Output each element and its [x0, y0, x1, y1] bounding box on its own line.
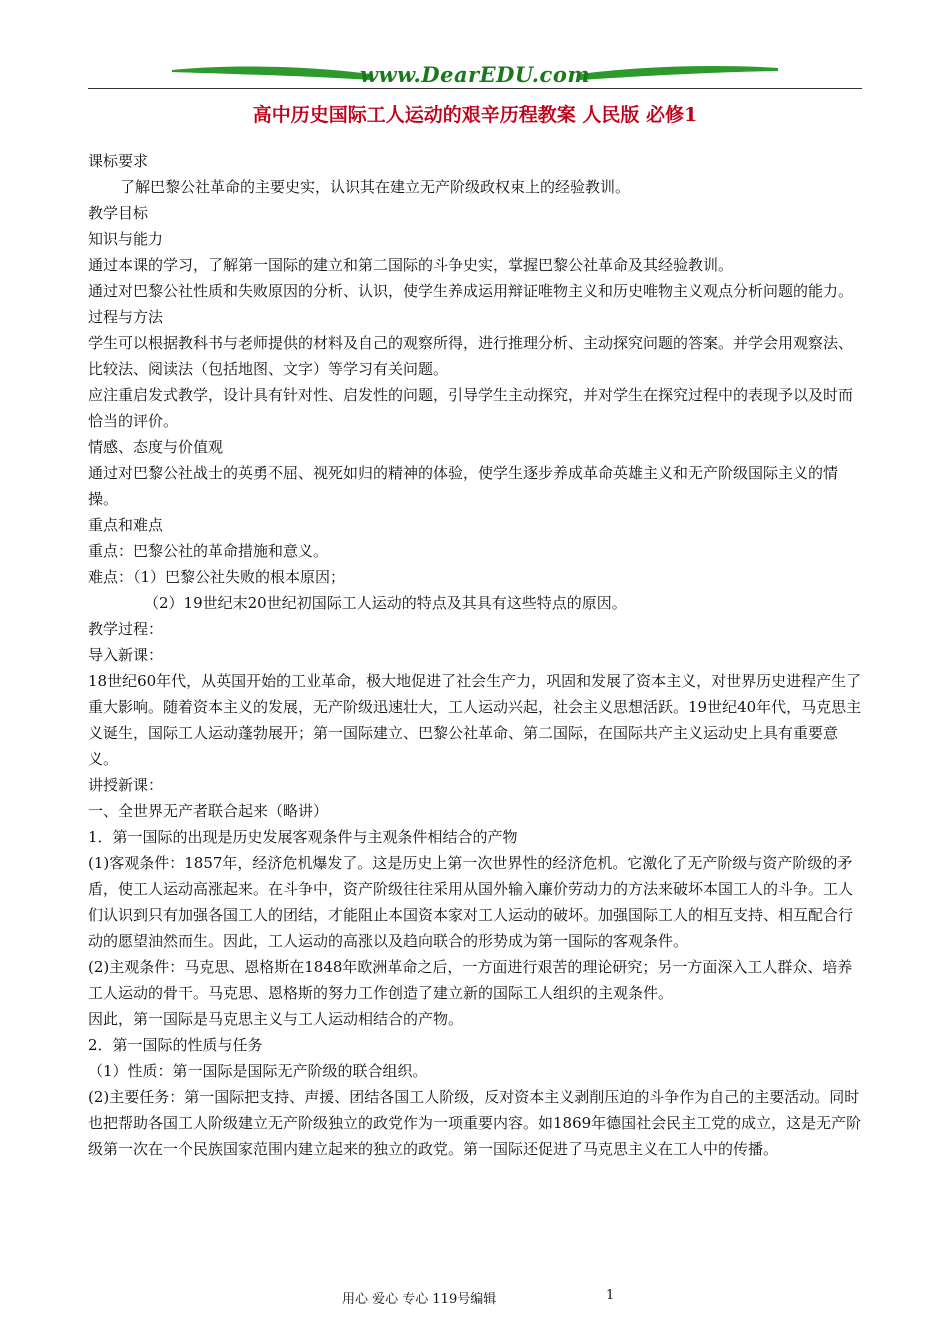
paragraph: （1）性质：第一国际是国际无产阶级的联合组织。 [88, 1062, 428, 1080]
subsection-heading: 知识与能力 [88, 230, 164, 248]
section-heading: 教学目标 [88, 204, 149, 222]
document-title: 高中历史国际工人运动的艰辛历程教案 人民版 必修1 [252, 104, 698, 126]
subsection-heading: 情感、态度与价值观 [88, 438, 224, 456]
paragraph: 1．第一国际的出现是历史发展客观条件与主观条件相结合的产物 [88, 828, 518, 846]
paragraph: 了解巴黎公社革命的主要史实，认识其在建立无产阶级政权束上的经验教训。 [120, 178, 631, 196]
banner-logo-text: www.DearEDU.com [359, 62, 591, 87]
subsection-heading: 过程与方法 [88, 308, 164, 326]
paragraph: 通过本课的学习，了解第一国际的建立和第二国际的斗争史实，掌握巴黎公社革命及其经验教训。 [88, 256, 734, 274]
paragraph: （2）19世纪末20世纪初国际工人运动的特点及其具有这些特点的原因。 [144, 594, 627, 612]
paragraph: (2)主要任务：第一国际把支持、声援、团结各国工人阶级，反对资本主义剥削压迫的斗争作为自己的主要活动。同时也把帮助各国工人阶级建立无产阶级独立的政党作为一项重要内容。如1869年德国社会民主工党的成立，这是无产阶级第一次在一个民族国家范围内建立起来的独立的政党。第一国际还促进了马克思主义在工人中的传播。 [88, 1088, 862, 1158]
paragraph: (1)客观条件：1857年，经济危机爆发了。这是历史上第一次世界性的经济危机。它激化了无产阶级与资产阶级的矛盾，使工人运动高涨起来。在斗争中，资产阶级往往采用从国外输入廉价劳动力的方法来破坏本国工人的斗争。工人们认识到只有加强各国工人的团结，才能阻止本国资本家对工人运动的破坏。加强国际工人的相互支持、相互配合行动的愿望油然而生。因此，工人运动的高涨以及趋向联合的形势成为第一国际的客观条件。 [88, 854, 854, 950]
paragraph: 通过对巴黎公社战士的英勇不屈、视死如归的精神的体验，使学生逐步养成革命英雄主义和无产阶级国际主义的情操。 [88, 464, 839, 508]
paragraph: 难点：（1）巴黎公社失败的根本原因； [88, 568, 346, 586]
paragraph: 学生可以根据教科书与老师提供的材料及自己的观察所得，进行推理分析、主动探究问题的答案。并学会用观察法、比较法、阅读法（包括地图、文字）等学习有关问题。 [88, 334, 854, 378]
paragraph: 重点：巴黎公社的革命措施和意义。 [88, 542, 329, 560]
paragraph: (2)主观条件：马克思、恩格斯在1848年欧洲革命之后，一方面进行艰苦的理论研究；另一方面深入工人群众、培养工人运动的骨干。马克思、恩格斯的努力工作创造了建立新的国际工人组织的主观条件。 [88, 958, 853, 1002]
section-heading: 重点和难点 [88, 516, 164, 534]
paragraph: 因此，第一国际是马克思主义与工人运动相结合的产物。 [88, 1010, 464, 1028]
header-divider [88, 88, 862, 89]
site-banner [170, 58, 780, 98]
page-number: 1 [606, 1288, 615, 1303]
page-footer [0, 1288, 950, 1310]
paragraph: 18世纪60年代，从英国开始的工业革命，极大地促进了社会生产力，巩固和发展了资本主义，对世界历史进程产生了重大影响。随着资本主义的发展，无产阶级迅速壮大，工人运动兴起，社会主义思想活跃。19世纪40年代，马克思主义诞生，国际工人运动蓬勃展开；第一国际建立、巴黎公社革命、第二国际，在国际共产主义运动史上具有重要意义。 [88, 672, 862, 768]
subsection-heading: 导入新课： [88, 646, 164, 664]
section-heading: 课标要求 [88, 152, 149, 170]
section-heading: 教学过程： [88, 620, 164, 638]
paragraph: 2．第一国际的性质与任务 [88, 1036, 263, 1054]
document-body [88, 148, 862, 1162]
paragraph: 应注重启发式教学，设计具有针对性、启发性的问题，引导学生主动探究，并对学生在探究过程中的表现予以及时而恰当的评价。 [88, 386, 854, 430]
footer-slogan: 用心 爱心 专心 119号编辑 [342, 1292, 497, 1307]
paragraph: 通过对巴黎公社性质和失败原因的分析、认识，使学生养成运用辩证唯物主义和历史唯物主义观点分析问题的能力。 [88, 282, 854, 300]
paragraph: 一、全世界无产者联合起来（略讲） [88, 802, 329, 820]
subsection-heading: 讲授新课： [88, 776, 164, 794]
